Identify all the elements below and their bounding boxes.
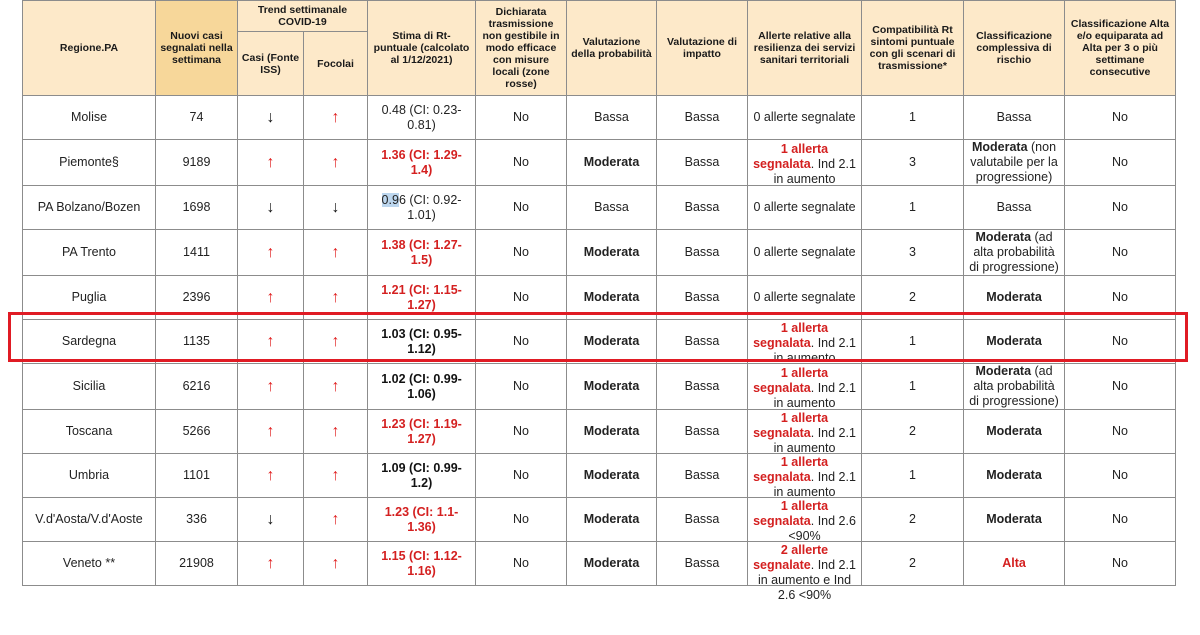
casi-trend-cell: [238, 140, 304, 186]
rt-cell: [368, 454, 476, 498]
allerte-text: [751, 366, 858, 410]
region-cell: Toscana: [23, 410, 156, 454]
risk-cell: [964, 186, 1065, 230]
alta-cell: No: [1065, 410, 1176, 454]
table-row: [23, 542, 1176, 586]
rt-value: [371, 148, 472, 178]
allerte-text: [751, 455, 858, 499]
dichiarata-cell: No: [476, 276, 567, 320]
dichiarata-cell: No: [476, 96, 567, 140]
casi-trend-cell: [238, 230, 304, 276]
risk-cell: [964, 276, 1065, 320]
dichiarata-cell: No: [476, 364, 567, 410]
allerte-cell: [748, 96, 862, 140]
probabilita-cell: Moderata: [567, 140, 657, 186]
rt-value: [371, 327, 472, 357]
rt-text: 1.15 (CI: 1.12-1.16): [381, 548, 462, 578]
alta-cell: No: [1065, 276, 1176, 320]
arrow-up-icon: ↑: [331, 332, 340, 350]
impatto-cell: Bassa: [657, 364, 748, 410]
casi-trend-cell: [238, 498, 304, 542]
rt-value: [371, 372, 472, 402]
cases-cell: 9189: [156, 140, 238, 186]
table-row: [23, 140, 1176, 186]
table-body: [23, 96, 1176, 602]
cases-cell: 1698: [156, 186, 238, 230]
rt-value: [371, 549, 472, 579]
arrow-up-icon: ↑: [331, 510, 340, 528]
risk-rest-text: (non valutabile per la progressione): [970, 140, 1058, 184]
allerte-cell: [748, 542, 862, 602]
focolai-trend-cell: [304, 542, 368, 586]
focolai-trend-cell: [304, 364, 368, 410]
arrow-up-icon: ↑: [266, 377, 275, 395]
header-valutazione-probabilita: Valutazione della probabilità: [567, 1, 657, 96]
alta-cell: No: [1065, 542, 1176, 586]
allerte-cell: [748, 140, 862, 186]
compat-cell: 2: [862, 276, 964, 320]
allerte-text: [751, 200, 858, 215]
table-row: [23, 498, 1176, 542]
casi-trend-cell: [238, 410, 304, 454]
alta-cell: No: [1065, 454, 1176, 498]
casi-trend-cell: [238, 364, 304, 410]
allerte-text: [751, 321, 858, 365]
cases-cell: 1411: [156, 230, 238, 276]
region-cell: Molise: [23, 96, 156, 140]
impatto-cell: Bassa: [657, 454, 748, 498]
rt-cell: [368, 320, 476, 364]
casi-trend-cell: [238, 276, 304, 320]
arrow-down-icon: ↓: [266, 198, 275, 216]
arrow-down-icon: ↓: [331, 198, 340, 216]
dichiarata-cell: No: [476, 320, 567, 364]
region-cell: Puglia: [23, 276, 156, 320]
rt-value: [371, 238, 472, 268]
risk-rest-text: (ad alta probabilità di progressione): [969, 364, 1059, 408]
risk-bold-text: Moderata: [975, 230, 1032, 244]
focolai-trend-cell: [304, 276, 368, 320]
allerte-text: [751, 411, 858, 455]
table-row: [23, 364, 1176, 410]
allerte-text: [751, 142, 858, 186]
focolai-trend-cell: [304, 454, 368, 498]
cases-cell: 5266: [156, 410, 238, 454]
casi-trend-cell: [238, 186, 304, 230]
rt-value: [371, 461, 472, 491]
alta-cell: No: [1065, 364, 1176, 410]
dichiarata-cell: No: [476, 230, 567, 276]
rt-value: [371, 283, 472, 313]
impatto-cell: Bassa: [657, 320, 748, 364]
region-cell: Sicilia: [23, 364, 156, 410]
table-row: [23, 186, 1176, 230]
allerte-cell: [748, 230, 862, 276]
focolai-trend-cell: [304, 320, 368, 364]
cases-cell: 74: [156, 96, 238, 140]
allerte-text: [751, 499, 858, 543]
alta-cell: No: [1065, 498, 1176, 542]
rt-selected-text: 0.9: [381, 192, 399, 207]
arrow-up-icon: ↑: [331, 422, 340, 440]
region-cell: PA Trento: [23, 230, 156, 276]
probabilita-cell: Bassa: [567, 186, 657, 230]
arrow-up-icon: ↑: [331, 466, 340, 484]
arrow-up-icon: ↑: [266, 243, 275, 261]
rt-text: 1.21 (CI: 1.15-1.27): [381, 282, 462, 312]
casi-trend-cell: [238, 320, 304, 364]
risk-rest-text: (ad alta probabilità di progressione): [969, 230, 1059, 274]
allerte-cell: [748, 364, 862, 410]
cases-cell: 336: [156, 498, 238, 542]
arrow-up-icon: ↑: [266, 554, 275, 572]
regional-risk-table: [22, 0, 1176, 602]
arrow-up-icon: ↑: [266, 288, 275, 306]
region-cell: Piemonte§: [23, 140, 156, 186]
rt-value: [371, 103, 472, 133]
rt-cell: [368, 230, 476, 276]
allerta-bold-text: 1 allerta segnalata: [753, 411, 829, 440]
region-cell: Umbria: [23, 454, 156, 498]
arrow-down-icon: ↓: [266, 510, 275, 528]
impatto-cell: Bassa: [657, 542, 748, 586]
probabilita-cell: Bassa: [567, 96, 657, 140]
header-casi: Casi (Fonte ISS): [238, 32, 304, 96]
rt-text: 1.23 (CI: 1.19-1.27): [381, 416, 462, 446]
risk-bold-text: Moderata: [971, 140, 1028, 154]
compat-cell: 1: [862, 454, 964, 498]
rt-text: 0.48 (CI: 0.23-0.81): [381, 102, 462, 132]
probabilita-cell: Moderata: [567, 498, 657, 542]
probabilita-cell: Moderata: [567, 364, 657, 410]
alta-cell: No: [1065, 320, 1176, 364]
risk-cell: [964, 364, 1065, 410]
dichiarata-cell: No: [476, 410, 567, 454]
casi-trend-cell: [238, 96, 304, 140]
arrow-up-icon: ↑: [331, 377, 340, 395]
rt-cell: [368, 276, 476, 320]
arrow-up-icon: ↑: [331, 554, 340, 572]
header-classificazione-rischio: Classificazione complessiva di rischio: [964, 1, 1065, 96]
risk-bold-text: Moderata: [986, 290, 1042, 304]
risk-rest-text: Alta: [1002, 556, 1026, 570]
impatto-cell: Bassa: [657, 498, 748, 542]
arrow-up-icon: ↑: [331, 153, 340, 171]
impatto-cell: Bassa: [657, 276, 748, 320]
table-row: [23, 410, 1176, 454]
allerte-cell: [748, 498, 862, 542]
impatto-cell: Bassa: [657, 96, 748, 140]
allerte-cell: [748, 186, 862, 230]
alta-cell: No: [1065, 186, 1176, 230]
rt-cell: [368, 96, 476, 140]
probabilita-cell: Moderata: [567, 320, 657, 364]
cases-cell: 6216: [156, 364, 238, 410]
header-rt: Stima di Rt-puntuale (calcolato al 1/12/2021): [368, 1, 476, 96]
impatto-cell: Bassa: [657, 230, 748, 276]
arrow-up-icon: ↑: [331, 288, 340, 306]
rt-text: 1.02 (CI: 0.99-1.06): [381, 371, 462, 401]
allerta-rest-text: . Ind 2.6 <90%: [788, 514, 856, 543]
risk-rest-text: Bassa: [996, 200, 1032, 214]
allerte-text: [751, 110, 858, 125]
impatto-cell: Bassa: [657, 410, 748, 454]
allerta-rest-text: 0 allerte segnalate: [753, 110, 856, 124]
region-cell: V.d'Aosta/V.d'Aoste: [23, 498, 156, 542]
header-valutazione-impatto: Valutazione di impatto: [657, 1, 748, 96]
alta-cell: No: [1065, 230, 1176, 276]
dichiarata-cell: No: [476, 498, 567, 542]
probabilita-cell: Moderata: [567, 454, 657, 498]
rt-text: 6 (CI: 0.92-1.01): [398, 192, 462, 222]
header-trend: Trend settimanale COVID-19: [238, 1, 368, 32]
header-dichiarata: Dichiarata trasmissione non gestibile in modo efficace con misure locali (zone rosse): [476, 1, 567, 96]
table-row: [23, 230, 1176, 276]
rt-cell: [368, 410, 476, 454]
risk-cell: [964, 320, 1065, 364]
rt-cell: [368, 542, 476, 586]
allerta-rest-text: . Ind 2.1 in aumento: [773, 426, 856, 455]
rt-text: 1.03 (CI: 0.95-1.12): [381, 326, 462, 356]
cases-cell: 21908: [156, 542, 238, 586]
rt-value: [371, 417, 472, 447]
risk-cell: [964, 140, 1065, 186]
arrow-up-icon: ↑: [266, 153, 275, 171]
rt-text: 1.38 (CI: 1.27-1.5): [381, 237, 462, 267]
focolai-trend-cell: [304, 186, 368, 230]
probabilita-cell: Moderata: [567, 410, 657, 454]
impatto-cell: Bassa: [657, 186, 748, 230]
dichiarata-cell: No: [476, 186, 567, 230]
header-compatibilita: Compatibilità Rt sintomi puntuale con gli scenari di trasmissione*: [862, 1, 964, 96]
dichiarata-cell: No: [476, 542, 567, 586]
table-row: [23, 320, 1176, 364]
casi-trend-cell: [238, 542, 304, 586]
allerta-bold-text: 1 allerta segnalata: [753, 321, 829, 350]
header-classificazione-alta: Classificazione Alta e/o equiparata ad Alta per 3 o più settimane consecutive: [1065, 1, 1176, 96]
arrow-up-icon: ↑: [266, 466, 275, 484]
alta-cell: No: [1065, 140, 1176, 186]
compat-cell: 3: [862, 230, 964, 276]
header-allerte: Allerte relative alla resilienza dei servizi sanitari territoriali: [748, 1, 862, 96]
allerte-text: [751, 290, 858, 305]
risk-cell: [964, 454, 1065, 498]
allerta-rest-text: 0 allerte segnalate: [753, 200, 856, 214]
compat-cell: 2: [862, 498, 964, 542]
dichiarata-cell: No: [476, 140, 567, 186]
probabilita-cell: Moderata: [567, 276, 657, 320]
allerta-rest-text: . Ind 2.1 in aumento: [773, 157, 856, 186]
rt-text: 1.36 (CI: 1.29-1.4): [381, 147, 462, 177]
risk-cell: [964, 96, 1065, 140]
arrow-up-icon: ↑: [331, 108, 340, 126]
allerte-cell: [748, 454, 862, 498]
risk-bold-text: Moderata: [986, 468, 1042, 482]
focolai-trend-cell: [304, 230, 368, 276]
allerte-cell: [748, 320, 862, 364]
table-row: [23, 276, 1176, 320]
rt-cell: [368, 186, 476, 230]
arrow-up-icon: ↑: [266, 422, 275, 440]
rt-text: 1.09 (CI: 0.99-1.2): [381, 460, 462, 490]
rt-cell: [368, 140, 476, 186]
rt-value: [371, 505, 472, 535]
cases-cell: 2396: [156, 276, 238, 320]
allerta-rest-text: . Ind 2.1 in aumento: [773, 336, 856, 365]
compat-cell: 1: [862, 364, 964, 410]
rt-text: 1.23 (CI: 1.1-1.36): [384, 504, 459, 534]
cases-cell: 1101: [156, 454, 238, 498]
casi-trend-cell: [238, 454, 304, 498]
focolai-trend-cell: [304, 140, 368, 186]
probabilita-cell: Moderata: [567, 230, 657, 276]
rt-cell: [368, 498, 476, 542]
risk-cell: [964, 542, 1065, 586]
allerta-rest-text: 0 allerte segnalate: [753, 245, 856, 259]
region-cell: PA Bolzano/Bozen: [23, 186, 156, 230]
cases-cell: 1135: [156, 320, 238, 364]
rt-value: [371, 193, 472, 223]
alta-cell: No: [1065, 96, 1176, 140]
focolai-trend-cell: [304, 96, 368, 140]
risk-bold-text: Moderata: [986, 512, 1042, 526]
header-regione: Regione.PA: [23, 1, 156, 96]
risk-cell: [964, 410, 1065, 454]
dichiarata-cell: No: [476, 454, 567, 498]
allerta-bold-text: 1 allerta segnalata: [753, 499, 829, 528]
focolai-trend-cell: [304, 498, 368, 542]
rt-cell: [368, 364, 476, 410]
allerta-rest-text: . Ind 2.1 in aumento: [773, 381, 856, 410]
risk-bold-text: Moderata: [986, 424, 1042, 438]
allerta-bold-text: 1 allerta segnalata: [753, 366, 829, 395]
arrow-up-icon: ↑: [266, 332, 275, 350]
allerte-text: [751, 245, 858, 260]
risk-cell: [964, 498, 1065, 542]
allerte-text: [751, 543, 858, 602]
risk-bold-text: Moderata: [975, 364, 1032, 378]
allerta-rest-text: . Ind 2.1 in aumento: [773, 470, 856, 499]
arrow-down-icon: ↓: [266, 108, 275, 126]
allerta-bold-text: 1 allerta segnalata: [753, 142, 829, 171]
header-focolai: Focolai: [304, 32, 368, 96]
region-cell: Sardegna: [23, 320, 156, 364]
focolai-trend-cell: [304, 410, 368, 454]
impatto-cell: Bassa: [657, 140, 748, 186]
allerta-bold-text: 2 allerte segnalate: [753, 543, 829, 572]
compat-cell: 2: [862, 410, 964, 454]
allerta-rest-text: . Ind 2.1 in aumento e Ind 2.6 <90%: [757, 558, 856, 602]
compat-cell: 1: [862, 186, 964, 230]
region-cell: Veneto **: [23, 542, 156, 586]
compat-cell: 3: [862, 140, 964, 186]
table-row: [23, 96, 1176, 140]
risk-rest-text: Bassa: [996, 110, 1032, 124]
header-nuovi-casi: Nuovi casi segnalati nella settimana: [156, 1, 238, 96]
compat-cell: 1: [862, 320, 964, 364]
probabilita-cell: Moderata: [567, 542, 657, 586]
risk-cell: [964, 230, 1065, 276]
table-row: [23, 454, 1176, 498]
risk-bold-text: Moderata: [986, 334, 1042, 348]
allerte-cell: [748, 276, 862, 320]
allerta-bold-text: 1 allerta segnalata: [753, 455, 829, 484]
compat-cell: 2: [862, 542, 964, 586]
allerte-cell: [748, 410, 862, 454]
compat-cell: 1: [862, 96, 964, 140]
arrow-up-icon: ↑: [331, 243, 340, 261]
allerta-rest-text: 0 allerte segnalate: [753, 290, 856, 304]
